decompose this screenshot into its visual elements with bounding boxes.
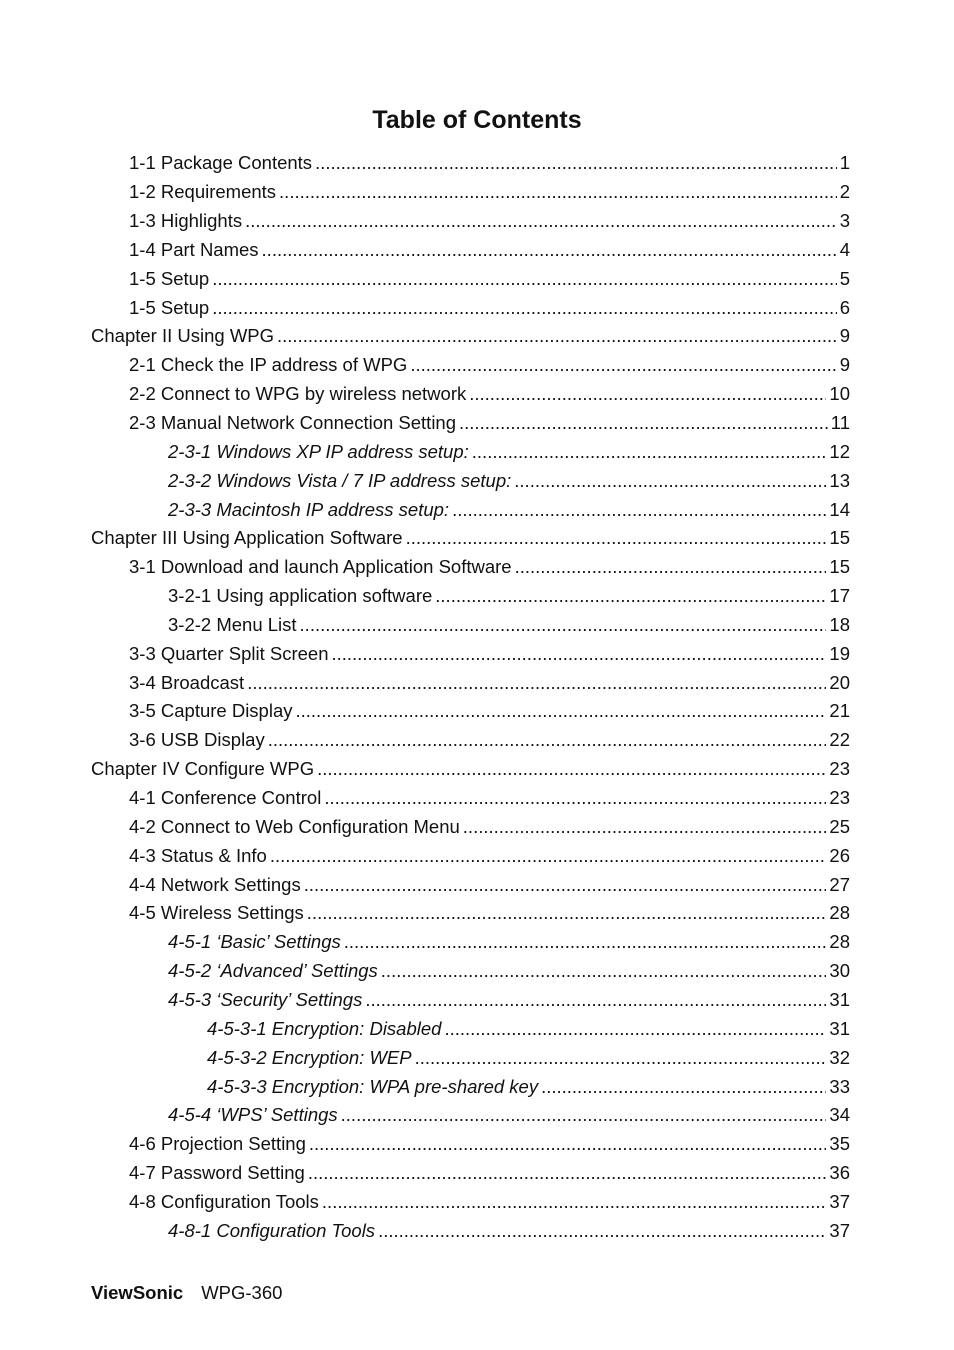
dot-leader <box>315 148 837 177</box>
page-title: Table of Contents <box>372 106 582 134</box>
toc-entry-page: 25 <box>829 816 850 837</box>
toc-entry[interactable] <box>129 841 850 870</box>
toc-entry-page: 31 <box>829 989 850 1010</box>
dot-leader <box>378 1216 826 1245</box>
toc-entry[interactable] <box>129 408 850 437</box>
toc-entry[interactable] <box>129 1129 850 1158</box>
toc-subsubentry[interactable] <box>207 1014 850 1043</box>
toc-entry-page: 30 <box>829 960 850 981</box>
toc-entry-label: Chapter III Using Application Software <box>91 527 403 548</box>
toc-entry-page: 12 <box>829 441 850 462</box>
toc-entry-page: 17 <box>829 585 850 606</box>
toc-entry-page: 21 <box>829 700 850 721</box>
toc-subsubentry[interactable] <box>207 1043 850 1072</box>
dot-leader <box>365 985 826 1014</box>
toc-subsubentry[interactable] <box>207 1072 850 1101</box>
dot-leader <box>415 1043 827 1072</box>
toc-entry-page: 28 <box>829 931 850 952</box>
toc-subentry[interactable] <box>168 1100 850 1129</box>
dot-leader <box>463 812 827 841</box>
dot-leader <box>541 1072 826 1101</box>
toc-entry-page: 4 <box>839 239 850 260</box>
toc-entry-page: 1 <box>839 152 850 173</box>
toc-entry-page: 36 <box>829 1162 850 1183</box>
toc-entry[interactable] <box>129 1158 850 1187</box>
toc-entry-label: Chapter IV Configure WPG <box>91 758 315 779</box>
dot-leader <box>435 581 826 610</box>
dot-leader <box>406 523 827 552</box>
toc-entry-label: 2-1 Check the IP address of WPG <box>129 354 408 375</box>
toc-subentry[interactable] <box>168 610 850 639</box>
toc-entry-label: 2-2 Connect to WPG by wireless network <box>129 383 467 404</box>
toc-entry-page: 23 <box>829 787 850 808</box>
toc-subentry[interactable] <box>168 985 850 1014</box>
toc-entry-page: 32 <box>829 1047 850 1068</box>
toc-entry-label: 4-5-3-1 Encryption: Disabled <box>207 1018 442 1039</box>
toc-chapter-entry[interactable] <box>91 321 850 350</box>
dot-leader <box>307 898 827 927</box>
toc-entry-label: 4-5-3-2 Encryption: WEP <box>207 1047 412 1068</box>
toc-entry-page: 3 <box>839 210 850 231</box>
toc-entry-label: 3-6 USB Display <box>129 729 265 750</box>
toc-entry-label: 2-3-1 Windows XP IP address setup: <box>168 441 469 462</box>
dot-leader <box>410 350 836 379</box>
dot-leader <box>344 927 827 956</box>
toc-entry-label: 4-5-4 ‘WPS’ Settings <box>168 1104 338 1125</box>
dot-leader <box>309 1129 827 1158</box>
toc-entry-page: 2 <box>839 181 850 202</box>
dot-leader <box>212 293 836 322</box>
toc-entry-page: 11 <box>830 412 850 433</box>
toc-entry-label: 4-8 Configuration Tools <box>129 1191 319 1212</box>
dot-leader <box>341 1100 827 1129</box>
dot-leader <box>308 1158 827 1187</box>
toc-entry-label: 1-3 Highlights <box>129 210 243 231</box>
toc-entry-label: 4-5-1 ‘Basic’ Settings <box>168 931 341 952</box>
toc-entry-label: 3-5 Capture Display <box>129 700 293 721</box>
dot-leader <box>300 610 827 639</box>
footer-brand: ViewSonic <box>91 1282 184 1303</box>
toc-entry-page: 19 <box>829 643 850 664</box>
toc-entry[interactable] <box>129 177 850 206</box>
toc-chapter-entry[interactable] <box>91 754 850 783</box>
toc-entry-page: 31 <box>829 1018 850 1039</box>
toc-entry-page: 27 <box>829 874 850 895</box>
toc-entry-label: 1-5 Setup <box>129 297 210 318</box>
toc-entry-page: 10 <box>829 383 850 404</box>
toc-subentry[interactable] <box>168 495 850 524</box>
dot-leader <box>212 264 836 293</box>
toc-chapter-entry[interactable] <box>91 523 850 552</box>
toc-entry-label: 4-8-1 Configuration Tools <box>168 1220 376 1241</box>
toc-entry-label: 4-5-2 ‘Advanced’ Settings <box>168 960 378 981</box>
toc-entry-page: 35 <box>829 1133 850 1154</box>
toc-entry[interactable] <box>129 379 850 408</box>
toc-entry[interactable] <box>129 783 850 812</box>
toc-entry-page: 9 <box>839 354 850 375</box>
dot-leader <box>514 466 826 495</box>
toc-entry-label: 4-5-3 ‘Security’ Settings <box>168 989 363 1010</box>
toc-entry[interactable] <box>129 870 850 899</box>
toc-entry-page: 20 <box>829 672 850 693</box>
toc-entry-page: 34 <box>829 1104 850 1125</box>
toc-entry[interactable] <box>129 1187 850 1216</box>
toc-entry-label: 3-4 Broadcast <box>129 672 245 693</box>
toc-entry-label: 1-5 Setup <box>129 268 210 289</box>
dot-leader <box>296 696 827 725</box>
toc-entry-page: 6 <box>839 297 850 318</box>
dot-leader <box>331 639 826 668</box>
dot-leader <box>469 379 826 408</box>
toc-entry-label: 4-4 Network Settings <box>129 874 301 895</box>
toc-entry-page: 5 <box>839 268 850 289</box>
toc-entry[interactable] <box>129 552 850 581</box>
toc-subentry[interactable] <box>168 956 850 985</box>
toc-entry-page: 22 <box>829 729 850 750</box>
dot-leader <box>472 437 827 466</box>
toc-entry[interactable] <box>129 639 850 668</box>
toc-entry-label: 1-2 Requirements <box>129 181 277 202</box>
toc-entry[interactable] <box>129 148 850 177</box>
toc-subentry[interactable] <box>168 437 850 466</box>
toc-entry-label: 3-2-1 Using application software <box>168 585 433 606</box>
dot-leader <box>459 408 828 437</box>
dot-leader <box>245 206 837 235</box>
dot-leader <box>279 177 837 206</box>
toc-entry-label: 4-6 Projection Setting <box>129 1133 306 1154</box>
toc-entry-label: 4-5 Wireless Settings <box>129 902 304 923</box>
toc-entry-label: 2-3-3 Macintosh IP address setup: <box>168 499 450 520</box>
toc-entry-label: 3-2-2 Menu List <box>168 614 297 635</box>
toc-entry-label: 3-3 Quarter Split Screen <box>129 643 329 664</box>
dot-leader <box>322 1187 827 1216</box>
dot-leader <box>247 668 826 697</box>
toc-entry-label: 1-1 Package Contents <box>129 152 313 173</box>
toc-entry-page: 15 <box>829 556 850 577</box>
toc-entry[interactable] <box>129 293 850 322</box>
dot-leader <box>515 552 827 581</box>
toc-entry-page: 18 <box>829 614 850 635</box>
toc-entry[interactable] <box>129 264 850 293</box>
toc-subentry[interactable] <box>168 927 850 956</box>
toc-entry-page: 9 <box>839 325 850 346</box>
toc-subentry[interactable] <box>168 466 850 495</box>
toc-entry-page: 23 <box>829 758 850 779</box>
toc-entry-label: 4-1 Conference Control <box>129 787 322 808</box>
toc-entry-label: 4-5-3-3 Encryption: WPA pre-shared key <box>207 1076 539 1097</box>
toc-entry-page: 13 <box>829 470 850 491</box>
dot-leader <box>268 725 827 754</box>
toc-entry[interactable] <box>129 898 850 927</box>
toc-entry-label: 4-3 Status & Info <box>129 845 267 866</box>
page-footer <box>91 1280 282 1306</box>
dot-leader <box>304 870 827 899</box>
dot-leader <box>262 235 837 264</box>
dot-leader <box>444 1014 826 1043</box>
toc-entry[interactable] <box>129 206 850 235</box>
toc-entry-page: 37 <box>829 1191 850 1212</box>
dot-leader <box>452 495 826 524</box>
toc-entry-label: Chapter II Using WPG <box>91 325 275 346</box>
dot-leader <box>381 956 827 985</box>
toc-entry[interactable] <box>129 235 850 264</box>
toc-subentry[interactable] <box>168 581 850 610</box>
footer-model: WPG-360 <box>201 1282 283 1303</box>
toc-entry-page: 15 <box>829 527 850 548</box>
toc-entry-page: 37 <box>829 1220 850 1241</box>
dot-leader <box>270 841 827 870</box>
toc-entry[interactable] <box>129 696 850 725</box>
toc-entry-label: 4-7 Password Setting <box>129 1162 305 1183</box>
dot-leader <box>317 754 826 783</box>
toc-entry-page: 26 <box>829 845 850 866</box>
dot-leader <box>324 783 826 812</box>
toc-entry[interactable] <box>129 350 850 379</box>
toc-entry-label: 2-3-2 Windows Vista / 7 IP address setup: <box>168 470 512 491</box>
toc-entry-label: 3-1 Download and launch Application Software <box>129 556 512 577</box>
toc-entry-page: 33 <box>829 1076 850 1097</box>
toc-entry-page: 28 <box>829 902 850 923</box>
toc-entry[interactable] <box>129 725 850 754</box>
dot-leader <box>277 321 837 350</box>
toc-entry[interactable] <box>129 812 850 841</box>
toc-entry-label: 2-3 Manual Network Connection Setting <box>129 412 457 433</box>
toc-subentry[interactable] <box>168 1216 850 1245</box>
toc-entry[interactable] <box>129 668 850 697</box>
toc-entry-label: 4-2 Connect to Web Configuration Menu <box>129 816 460 837</box>
toc-entry-page: 14 <box>829 499 850 520</box>
toc-entry-label: 1-4 Part Names <box>129 239 259 260</box>
